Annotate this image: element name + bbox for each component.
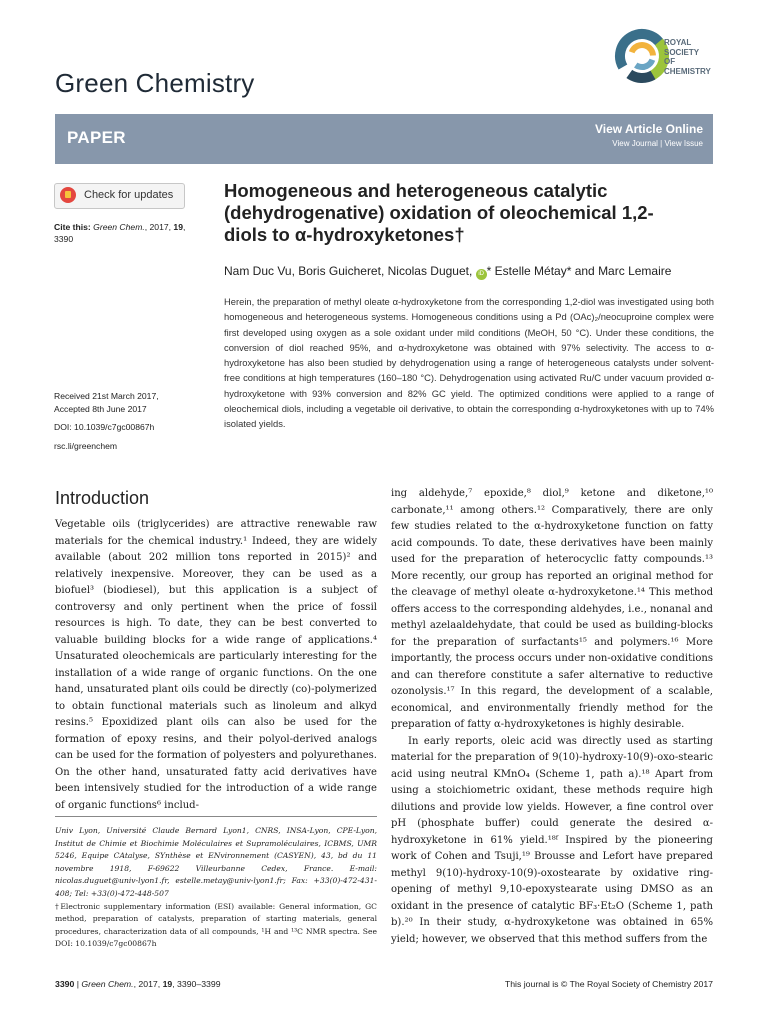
article-type-banner — [55, 114, 713, 164]
journal-url[interactable]: rsc.li/greenchem — [54, 441, 118, 451]
esi-footnote: †Electronic supplementary information (ESI) available: General information, GC method, preparation of catalysts, preparation of starting materials, general procedures, characterization data of all compounds, ¹H and ¹³C NMR spectra. See DOI: 10.1039/c7gc00867h — [55, 901, 377, 949]
paragraph: ing aldehyde,⁷ epoxide,⁸ diol,⁹ ketone and diketone,¹⁰ carbonate,¹¹ among others.¹² Comparatively, there are only few studies related to the α-hydroxyketone function on fatty acid compounds. To date, these derivatives have been mainly used for the preparation of heterocyclic fatty compounds.¹³ More recently, our group has reported an original method for the cleavage of methyl oleate α-hydroxyketone.¹⁴ This method offers access to the corresponding aldehydes, i.e., nonanal and methyl azelaaldehydate, that could be used as building-blocks for the preparation of surfactants¹⁵ and polymers.¹⁶ More importantly, the process occurs under non-oxidative conditions and can therefore constitute a safer alternative to reductive ozonolysis.¹⁷ In this regard, the development of a scalable, economical, and environmentally friendly method for the preparation of fatty α-hydroxyketones is highly desirable. — [391, 488, 713, 730]
view-journal-issue-links[interactable]: View Journal | View Issue — [612, 139, 703, 148]
cite-this — [54, 221, 204, 245]
rsc-logo-line-2: OF CHEMISTRY — [664, 57, 711, 76]
rsc-logo[interactable] — [612, 20, 722, 92]
rsc-logo-line-1: ROYAL SOCIETY — [664, 38, 700, 57]
affiliation-footnote: Univ Lyon, Université Claude Bernard Lyon1, CNRS, INSA-Lyon, CPE-Lyon, Institut de Chimie et Biochimie Moléculaires et Supramoléculaires, ICBMS, UMR 5246, Equipe CAtalyse, SYnthèse et ENvironnement (CASYEN), 43, bd du 11 novembre 1918, F-69622 Villeurbanne Cedex, France. E-mail: nicolas.duguet@univ-lyon1.fr, estelle.metay@univ-lyon1.fr; Fax: +33(0)-472-431-408; Tel: +33(0)-472-448-507 — [55, 826, 377, 898]
doi[interactable]: DOI: 10.1039/c7gc00867h — [54, 422, 155, 432]
footer-journal: Green Chem. — [81, 979, 134, 989]
author-list — [224, 264, 671, 280]
check-for-updates-button[interactable] — [54, 183, 185, 209]
section-heading-introduction: Introduction — [55, 488, 150, 508]
footer-pages: , 3390–3399 — [172, 979, 221, 989]
abstract: Herein, the preparation of methyl oleate α-hydroxyketone from the corresponding 1,2-diol was investigated using both homogeneous and heterogeneous systems. Homogeneous conditions using a Pd (OAc)₂/neocuproine complex were first developed using oxygen as a sole oxidant under mild conditions (MeOH, 50 °C). Under these conditions, the conversion of diol reached 95%, and α-hydroxyketone was obtained with 97% selectivity. The access to α-hydroxyketone has also been studied by dehydrogenation using a range of heterogeneous catalysts under solvent-free conditions at high temperatures (160–180 °C). Dehydrogenation using activated Ru/C under vacuum provided α-hydroxyketone with 93% conversion and 82% GC yield. The optimized conditions were applied to a range of oleochemical diols, including a vegetable oil derivative, to obtain the corresponding α-hydroxyketones with up to 74% isolated yields. — [224, 296, 714, 430]
article-type: PAPER — [67, 128, 126, 147]
paragraph: Vegetable oils (triglycerides) are attractive renewable raw materials for the chemical industry.¹ Indeed, they are widely available (about 202 million tons reported in 2015)² and relatively inexpensive. Moreover, they can be used as a biofuel³ (biodiesel), but this application is a subject of controversy and only pertinent when the price of fossil resources is high. To date, they can be best converted to valuable building blocks for a wide range of applications.⁴ Unsaturated oleochemicals are particularly interesting for the installation of a wide range of organic functions. On the one hand, unsaturated plant oils could be directly (co)-polymerized to obtain functional materials such as linoleum and alkyd resins.⁵ Epoxidized plant oils can also be used for the formation of epoxy resins, and their polyol-derived analogs can be used for the formation of polyesters and polyurethanes. On the other hand, unsaturated fatty acid derivatives have been intensively studied for the introduction of a wide range of organic functions⁶ includ- — [55, 519, 377, 811]
cite-journal: Green Chem. — [93, 222, 145, 232]
orcid-icon[interactable]: iD — [476, 269, 487, 280]
accepted-date: Accepted 8th June 2017 — [54, 404, 147, 414]
check-updates-icon — [60, 187, 76, 203]
authors-part-2: * Estelle Métay* and Marc Lemaire — [486, 264, 672, 278]
footer-volume: 19 — [162, 979, 173, 989]
body-column-right — [391, 486, 713, 948]
cite-volume: 19 — [173, 222, 183, 232]
rsc-logo-icon — [612, 20, 672, 92]
received-date: Received 21st March 2017, — [54, 391, 159, 401]
cite-pages: , 3390 — [54, 222, 186, 244]
article-title: Homogeneous and heterogeneous catalytic (dehydrogenative) oxidation of oleochemical 1,2-diols to α-hydroxyketones† — [224, 180, 654, 245]
paragraph: In early reports, oleic acid was directly used as starting material for the preparation of 9(10)-hydroxy-10(9)-oxo-stearic acid using neutral KMnO₄ (Scheme 1, path a).¹⁸ Apart from using a stoichiometric oxidant, these methods require high dilutions and provide low yields. However, a fine control over pH (phosphate buffer) could generate the desired α-hydroxyketone in 61% yield.¹⁸ᶠ Inspired by the pioneering work of Cohen and Tsuji,¹⁹ Brousse and Lefort have prepared methyl 9(10)-hydroxy-10(9)-oxostearate by oxidative ring-opening of methyl 9,10-epoxystearate using DMSO as an oxidant in the presence of catalytic BF₃·Et₂O (Scheme 1, path b).²⁰ In their study, α-hydroxyketone was obtained in 65% yield; however, we observed that this method suffers from the — [391, 735, 713, 945]
page-number: 3390 — [55, 979, 75, 989]
check-for-updates-label: Check for updates — [84, 189, 174, 201]
rsc-logo-text — [664, 38, 722, 76]
footer-year: , 2017, — [133, 979, 163, 989]
cite-prefix: Cite this: — [54, 222, 94, 232]
journal-title[interactable]: Green Chemistry — [55, 68, 255, 98]
authors-part-1: Nam Duc Vu, Boris Guicheret, Nicolas Duguet, — [224, 264, 473, 278]
footnotes — [55, 825, 377, 951]
cite-year: , 2017, — [144, 222, 174, 232]
view-article-online-link[interactable]: View Article Online — [594, 122, 703, 136]
copyright-notice: This journal is © The Royal Society of Chemistry 2017 — [504, 979, 713, 989]
body-column-left — [55, 517, 377, 814]
footnote-divider — [55, 816, 377, 817]
page-footer-citation: 3390 | Green Chem., 2017, 19, 3390–3399 — [55, 979, 221, 989]
